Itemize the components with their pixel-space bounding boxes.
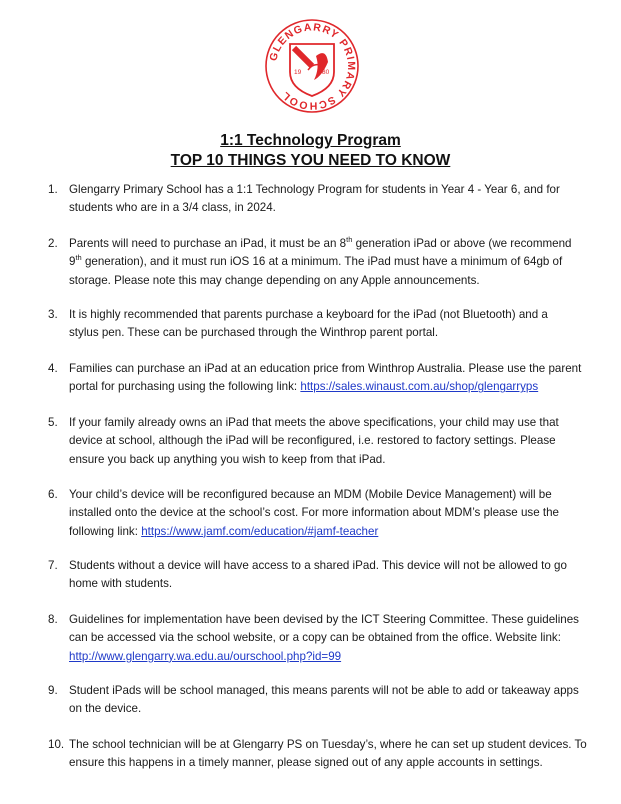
list-item-number: 3. (48, 308, 58, 321)
text-line (69, 432, 592, 450)
text-line (69, 504, 592, 522)
text-segment: Students without a device will have access to a shared iPad. This device will not be allowed to go (69, 559, 567, 572)
hyperlink[interactable]: http://www.glengarry.wa.edu.au/ourschool.php?id=99 (69, 649, 342, 663)
text-segment: Guidelines for implementation have been devised by the ICT Steering Committee. These guidelines (69, 613, 579, 626)
text-segment: stylus pen. These can be purchased through the Winthrop parent portal. (69, 326, 439, 340)
list-item-text (69, 611, 592, 666)
text-line (69, 253, 592, 271)
text-line (69, 378, 592, 396)
text-segment: Student iPads will be school managed, this means parents will not be able to add or takeaway apps (69, 684, 579, 697)
ordinal-superscript: th (75, 253, 82, 263)
text-line (69, 523, 592, 541)
logo-year-left: 19 (294, 69, 302, 76)
text-segment: generation), and it must run iOS 16 at a minimum. The iPad must have a minimum of 64gb of (81, 255, 563, 269)
list-item-number: 8. (48, 613, 58, 626)
logo-arc-text: GLENGARRY PRIMARY SCHOOL (267, 21, 358, 112)
hyperlink[interactable]: https://sales.winaust.com.au/shop/glengarryps (300, 380, 539, 394)
text-segment: students who are in a 3/4 class, in 2024. (69, 201, 276, 215)
list-item-number: 1. (48, 183, 58, 196)
list-item-text (69, 682, 592, 719)
list-item-text (69, 557, 592, 594)
text-line (69, 648, 592, 666)
school-crest-icon (262, 4, 362, 128)
text-segment: device at school, although the iPad will be reconfigured, i.e. restored to factory settings. Please (69, 434, 556, 448)
text-line (69, 486, 592, 504)
text-segment: following link: (69, 524, 142, 538)
text-line (69, 199, 592, 217)
text-line (69, 306, 592, 324)
text-segment: Parents will need to purchase an iPad, it must be an 8 (69, 237, 347, 250)
list-item-number: 9. (48, 684, 58, 697)
list-item-number: 7. (48, 559, 58, 572)
text-segment: It is highly recommended that parents purchase a keyboard for the iPad (not Bluetooth) and a (69, 308, 548, 321)
title-line-1: 1:1 Technology Program (220, 132, 401, 149)
school-logo (262, 4, 362, 128)
list-item-text (69, 736, 592, 773)
text-line (69, 557, 592, 575)
text-line (69, 451, 592, 469)
list-item-text (69, 306, 592, 343)
text-segment: Families can purchase an iPad at an education price from Winthrop Australia. Please use the parent (69, 362, 582, 375)
list-item-number: 4. (48, 362, 58, 375)
list-item-text (69, 181, 592, 218)
title-line-2: TOP 10 THINGS YOU NEED TO KNOW (170, 152, 451, 169)
text-segment: installed onto the device at the school’s cost. For more information about MDM’s please use the (69, 506, 559, 520)
text-segment: Your child’s device will be reconfigured because an MDM (Mobile Device Management) will be (69, 488, 552, 501)
text-line (69, 235, 592, 253)
text-segment: The school technician will be at Glengarry PS on Tuesday’s, where he can set up student devices. To (69, 738, 587, 751)
text-segment: home with students. (69, 577, 173, 591)
list-item-number: 6. (48, 488, 58, 501)
text-line (69, 682, 592, 700)
hyperlink[interactable]: https://www.jamf.com/education/#jamf-teacher (141, 524, 379, 538)
text-segment: ensure this happens in a timely manner, please signed out of any apple accounts in settings. (69, 756, 543, 770)
list-item-text (69, 486, 592, 541)
document-title (0, 131, 621, 171)
list-item-text (69, 235, 592, 290)
text-line (69, 611, 592, 629)
text-line (69, 414, 592, 432)
list-item-number: 5. (48, 416, 58, 429)
text-segment: can be accessed via the school website, or a copy can be obtained from the office. Website link: (69, 631, 561, 645)
text-segment: If your family already owns an iPad that meets the above specifications, your child may use that (69, 416, 559, 429)
text-line (69, 754, 592, 772)
text-segment: generation iPad or above (we recommend (352, 237, 572, 250)
text-segment: storage. Please note this may change depending on any Apple announcements. (69, 273, 480, 287)
list-item-number: 2. (48, 237, 58, 250)
text-segment: Glengarry Primary School has a 1:1 Technology Program for students in Year 4 - Year 6, and for (69, 183, 560, 196)
text-line (69, 629, 592, 647)
text-line (69, 324, 592, 342)
list-item-number: 10. (48, 738, 65, 751)
list-item-text (69, 360, 592, 397)
list-item-text (69, 414, 592, 469)
text-line (69, 736, 592, 754)
text-line (69, 181, 592, 199)
text-segment: ensure you back up anything you wish to keep from that iPad. (69, 452, 386, 466)
ordinal-superscript: th (346, 235, 353, 245)
logo-year-right: 80 (322, 69, 330, 76)
text-line (69, 700, 592, 718)
text-line (69, 272, 592, 290)
text-line (69, 575, 592, 593)
text-line (69, 360, 592, 378)
text-segment: 9 (69, 255, 76, 269)
text-segment: portal for purchasing using the following link: (69, 380, 301, 394)
text-segment: on the device. (69, 702, 142, 716)
